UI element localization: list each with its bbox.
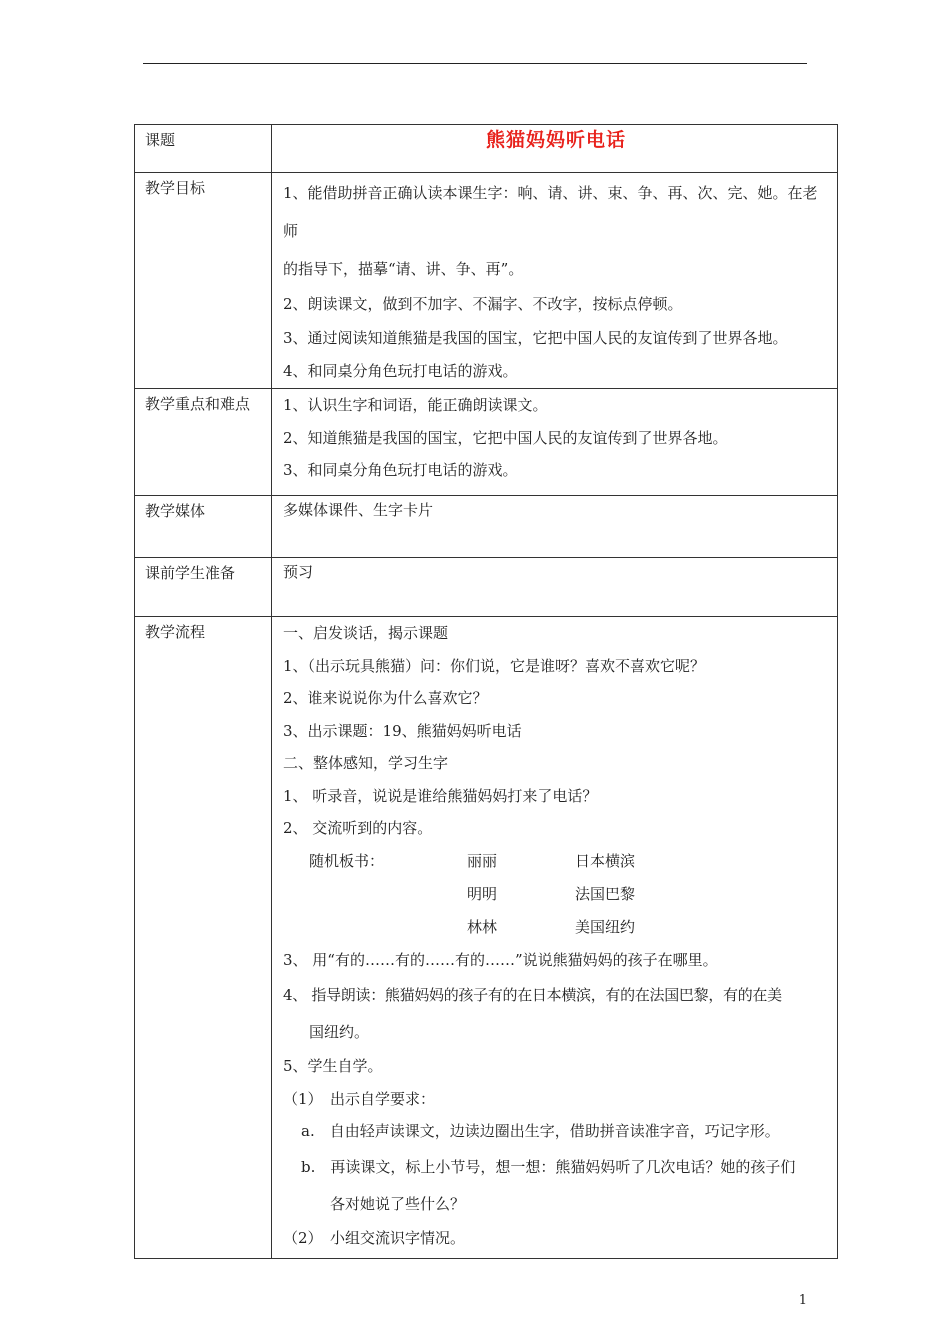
objective-line: 4、和同桌分角色玩打电话的游戏。 <box>283 362 518 380</box>
sub-item: （1） 出示自学要求： <box>283 1089 436 1108</box>
objective-line: 3、通过阅读知道熊猫是我国的国宝，它把中国人民的友谊传到了世界各地。 <box>283 329 788 347</box>
board-name: 明明 <box>467 884 498 903</box>
board-row <box>283 911 829 944</box>
lesson-title: 熊猫妈妈听电话 <box>485 129 626 151</box>
process-line: 3、 用“有的……有的……有的……”说说熊猫妈妈的孩子在哪里。 <box>283 950 718 969</box>
label-title: 课题 <box>135 125 272 173</box>
board-place: 法国巴黎 <box>575 884 636 903</box>
board-name: 丽丽 <box>467 851 498 870</box>
sub-item: （2） 小组交流识字情况。 <box>283 1228 466 1247</box>
board-place: 美国纽约 <box>575 917 636 936</box>
objective-line: 2、朗读课文，做到不加字、不漏字、不改字，按标点停顿。 <box>283 295 683 313</box>
page-number: 1 <box>798 1293 807 1308</box>
label-media: 教学媒体 <box>135 496 272 558</box>
row-objectives <box>135 173 838 389</box>
sub-item: b. 再读课文，标上小节号，想一想：熊猫妈妈听了几次电话？她的孩子们 <box>301 1157 796 1176</box>
process-line: 1、（出示玩具熊猫）问：你们说，它是谁呀？喜欢不喜欢它呢？ <box>283 656 706 675</box>
process-line: 4、 指导朗读：熊猫妈妈的孩子有的在日本横滨，有的在法国巴黎，有的在美 <box>283 986 782 1004</box>
label-objectives: 教学目标 <box>135 173 272 389</box>
process-line: 1、 听录音，说说是谁给熊猫妈妈打来了电话？ <box>283 786 598 805</box>
key-point-line: 3、和同桌分角色玩打电话的游戏。 <box>283 461 518 479</box>
row-key-points <box>135 389 838 496</box>
board-label: 随机板书： <box>309 851 385 870</box>
label-process: 教学流程 <box>135 617 272 1259</box>
process-line: 一、启发谈话，揭示课题 <box>283 624 449 642</box>
board-place: 日本横滨 <box>575 851 636 870</box>
board-notes <box>283 845 829 944</box>
label-prep: 课前学生准备 <box>135 558 272 617</box>
header-rule <box>143 63 807 64</box>
process-line: 国纽约。 <box>309 1023 370 1041</box>
process-line: 二、整体感知，学习生字 <box>283 754 449 772</box>
board-row <box>283 845 829 878</box>
key-point-line: 1、认识生字和词语，能正确朗读课文。 <box>283 396 548 414</box>
sub-item: a. 自由轻声读课文，边读边圈出生字，借助拼音读准字音，巧记字形。 <box>301 1122 780 1140</box>
row-title <box>135 125 838 173</box>
process-line: 2、 交流听到的内容。 <box>283 819 433 837</box>
board-name: 林林 <box>467 917 498 936</box>
process-line: 3、出示课题：19、熊猫妈妈听电话 <box>283 721 522 740</box>
objective-line: 1、能借助拼音正确认读本课生字：响、请、讲、束、争、再、次、完、她。在老师 <box>283 184 818 240</box>
key-point-line: 2、知道熊猫是我国的国宝，它把中国人民的友谊传到了世界各地。 <box>283 428 728 447</box>
row-process <box>135 617 838 1259</box>
objective-line: 的指导下，描摹“请、讲、争、再”。 <box>283 260 524 278</box>
prep-value: 预习 <box>283 563 314 581</box>
label-key-points: 教学重点和难点 <box>135 389 272 496</box>
media-value: 多媒体课件、生字卡片 <box>283 501 434 519</box>
row-prep <box>135 558 838 617</box>
row-media <box>135 496 838 558</box>
sub-item: 各对她说了些什么？ <box>330 1194 466 1213</box>
board-row <box>283 878 829 911</box>
process-line: 5、学生自学。 <box>283 1057 383 1075</box>
process-line: 2、谁来说说你为什么喜欢它？ <box>283 689 488 707</box>
lesson-plan-table <box>134 124 838 1259</box>
